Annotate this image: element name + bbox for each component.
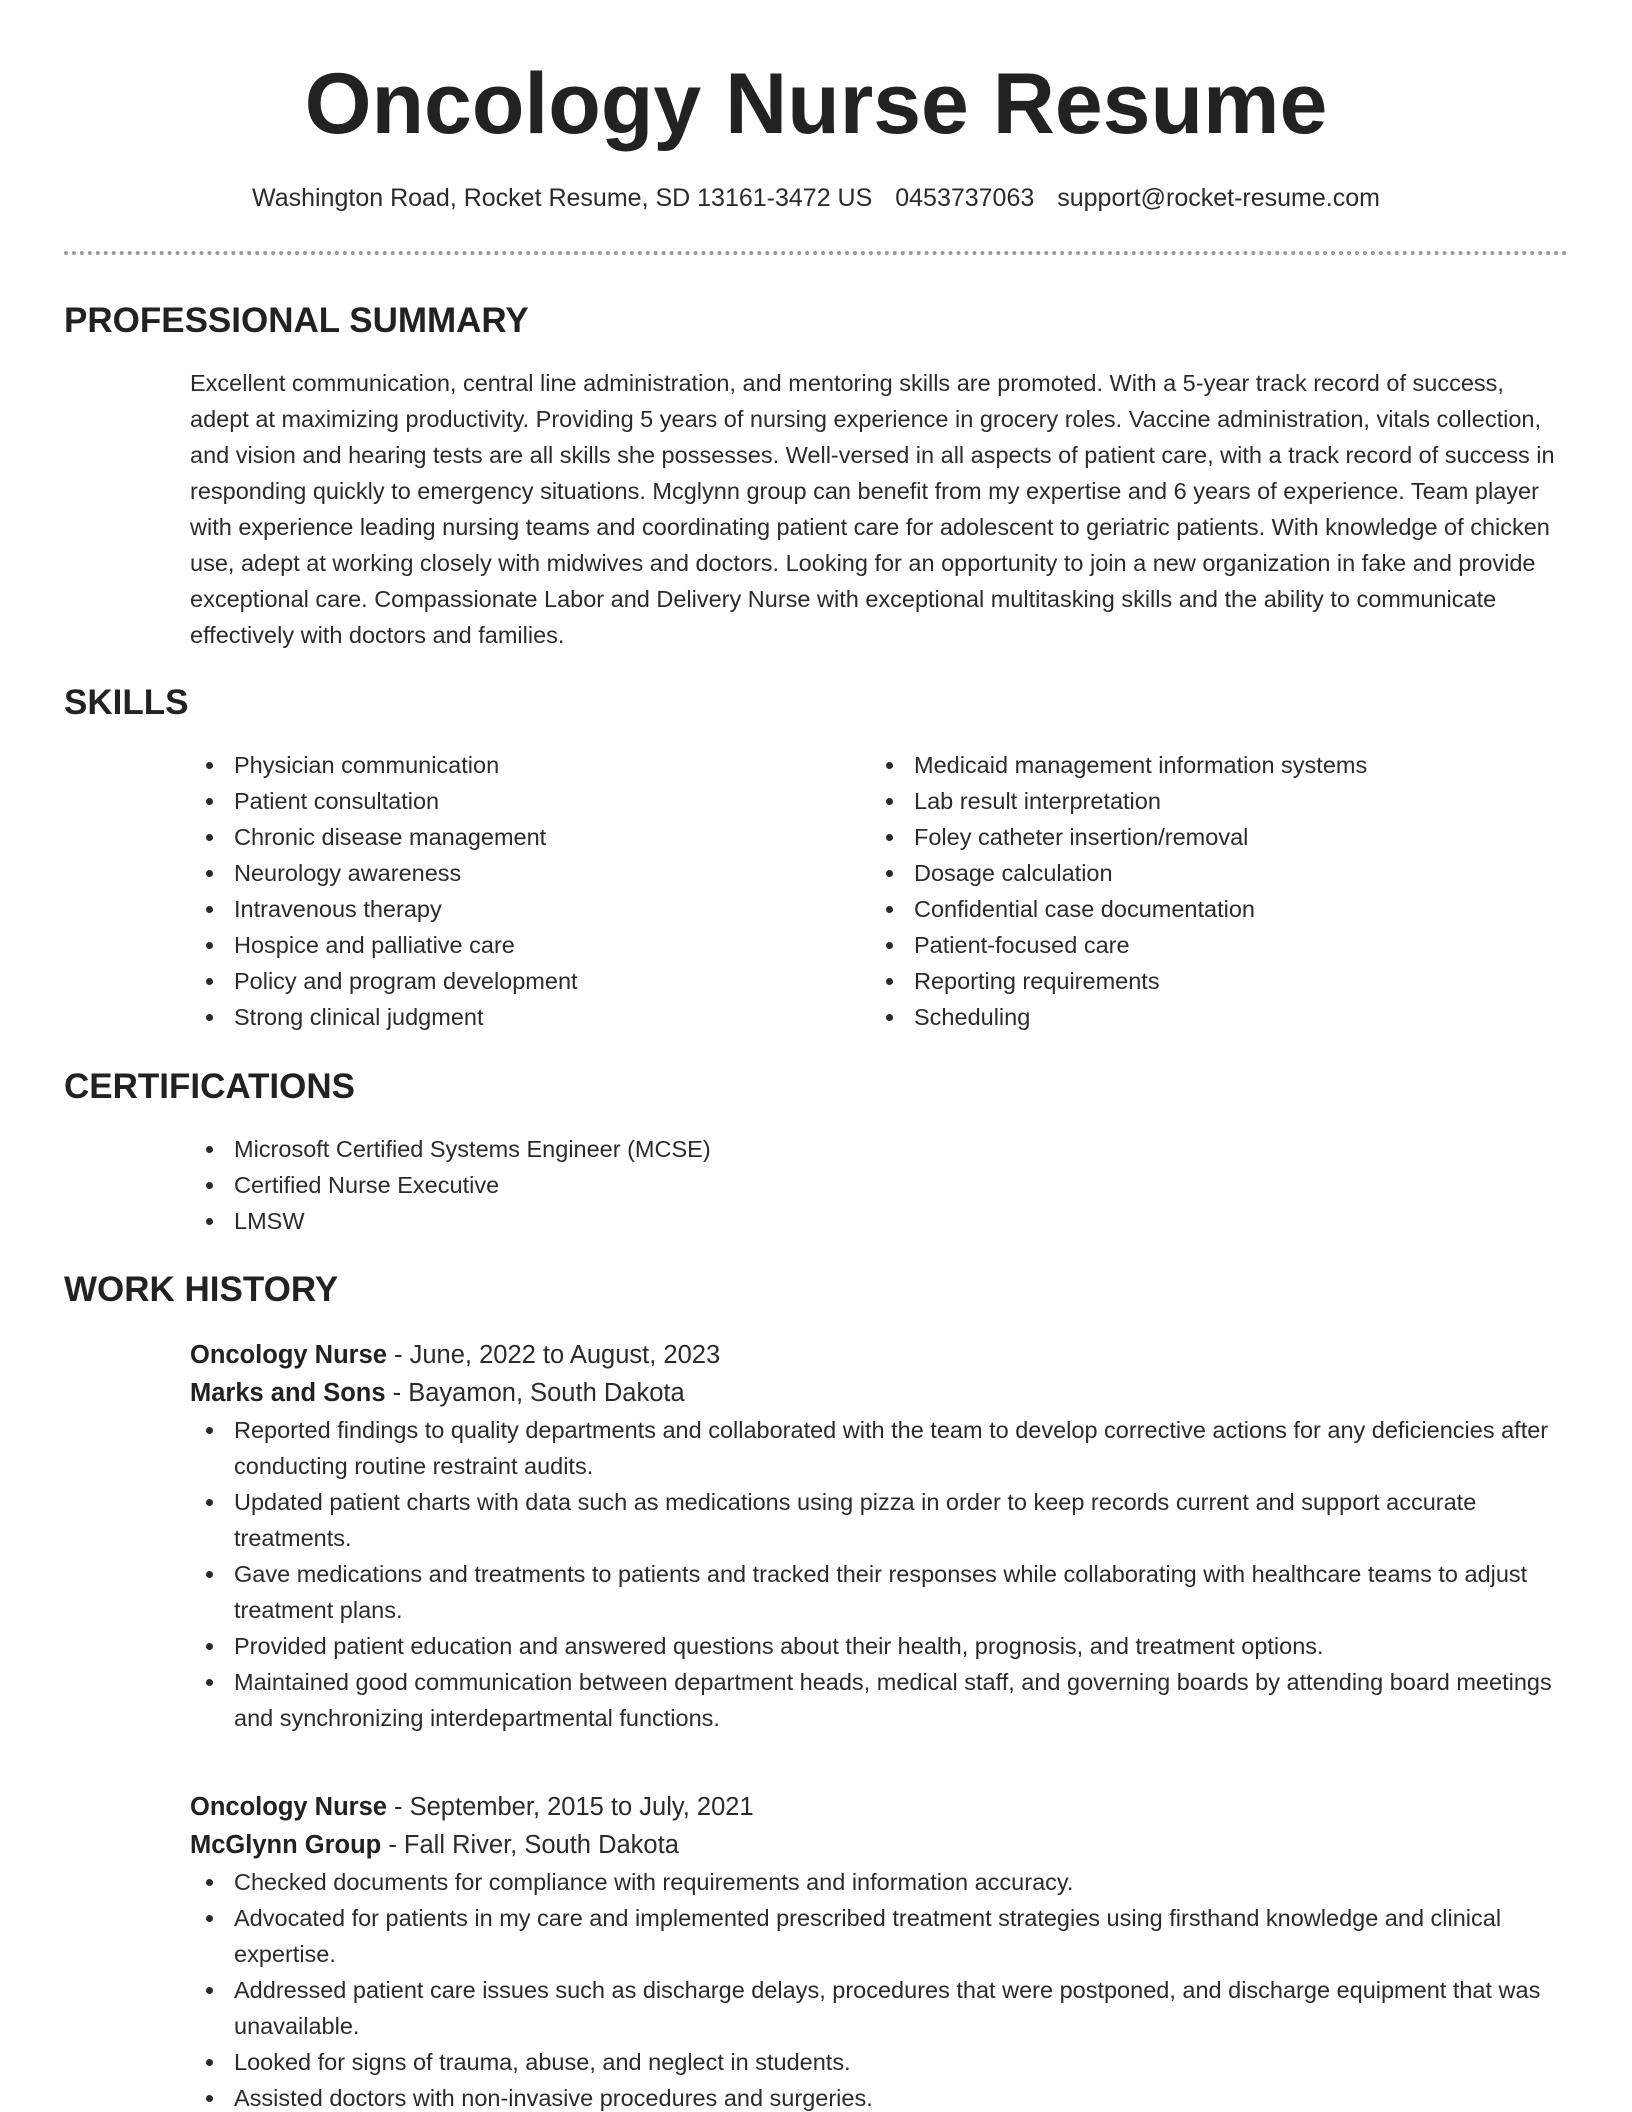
skill-item: Confidential case documentation bbox=[870, 891, 1568, 927]
summary-text: Excellent communication, central line administration, and mentoring skills are promoted. With a 5-year track record of success, adept at maximizing productivity. Providing 5 years of nursing experience in grocery roles. Vaccine administration, vitals collection, and vision and hearing tests are all skills she possesses. Well-versed in all aspects of patient care, with a track record of success in responding quickly to emergency situations. Mcglynn group can benefit from my expertise and 6 years of experience. Team player with experience leading nursing teams and coordinating patient care for adolescent to geriatric patients. With knowledge of chicken use, adept at working closely with midwives and doctors. Looking for an opportunity to join a new organization in fake and provide exceptional care. Compassionate Labor and Delivery Nurse with exceptional multitasking skills and the ability to communicate effectively with doctors and families. bbox=[190, 370, 1555, 648]
job-duties-list bbox=[190, 1412, 1568, 1736]
skill-item: Patient consultation bbox=[190, 783, 830, 819]
skill-item: Physician communication bbox=[190, 747, 830, 783]
skill-item: Patient-focused care bbox=[870, 927, 1568, 963]
skill-item: Foley catheter insertion/removal bbox=[870, 819, 1568, 855]
section-title-work-history: WORK HISTORY bbox=[64, 1270, 339, 1309]
section-title-summary: PROFESSIONAL SUMMARY bbox=[64, 301, 529, 340]
skill-item: Hospice and palliative care bbox=[190, 927, 830, 963]
section-title-certifications: CERTIFICATIONS bbox=[64, 1067, 356, 1106]
skill-item: Dosage calculation bbox=[870, 855, 1568, 891]
job-duty: Addressed patient care issues such as discharge delays, procedures that were postponed, and discharge equipment that was unavailable. bbox=[190, 1972, 1568, 2044]
job-company: McGlynn Group bbox=[190, 1831, 382, 1859]
skill-item: Reporting requirements bbox=[870, 963, 1568, 999]
contact-phone: 0453737063 bbox=[895, 184, 1035, 212]
contact-email: support@rocket-resume.com bbox=[1057, 184, 1380, 212]
job-company-line bbox=[190, 1374, 1568, 1412]
job-entry bbox=[190, 1788, 1568, 2112]
job-location: - Fall River, South Dakota bbox=[381, 1831, 679, 1859]
job-duty: Looked for signs of trauma, abuse, and neglect in students. bbox=[190, 2044, 1568, 2080]
skill-item: Intravenous therapy bbox=[190, 891, 830, 927]
job-role: Oncology Nurse bbox=[190, 1341, 387, 1369]
job-duty: Updated patient charts with data such as medications using pizza in order to keep records current and support accurate treatments. bbox=[190, 1484, 1568, 1556]
resume-title: Oncology Nurse Resume bbox=[304, 56, 1328, 152]
section-title-skills: SKILLS bbox=[64, 683, 189, 722]
skill-item: Scheduling bbox=[870, 999, 1568, 1035]
job-duty: Gave medications and treatments to patients and tracked their responses while collaborating with healthcare teams to adjust treatment plans. bbox=[190, 1556, 1568, 1628]
job-dates: - September, 2015 to July, 2021 bbox=[386, 1793, 754, 1821]
skill-item: Chronic disease management bbox=[190, 819, 830, 855]
header-divider bbox=[64, 251, 1568, 255]
certification-item: Microsoft Certified Systems Engineer (MCSE) bbox=[190, 1131, 1090, 1167]
job-duties-list bbox=[190, 1864, 1568, 2112]
certifications-list bbox=[190, 1131, 1090, 1239]
job-entry bbox=[190, 1336, 1568, 1736]
job-duty: Advocated for patients in my care and implemented prescribed treatment strategies using firsthand knowledge and clinical expertise. bbox=[190, 1900, 1568, 1972]
job-role-line bbox=[190, 1788, 1568, 1826]
job-duty: Reported findings to quality departments and collaborated with the team to develop corrective actions for any deficiencies after conducting routine restraint audits. bbox=[190, 1412, 1568, 1484]
skill-item: Policy and program development bbox=[190, 963, 830, 999]
contact-address: Washington Road, Rocket Resume, SD 13161-3472 US bbox=[252, 184, 873, 212]
job-duty: Maintained good communication between department heads, medical staff, and governing boards by attending board meetings and synchronizing interdepartmental functions. bbox=[190, 1664, 1568, 1736]
job-dates: - June, 2022 to August, 2023 bbox=[386, 1341, 721, 1369]
job-duty: Checked documents for compliance with requirements and information accuracy. bbox=[190, 1864, 1568, 1900]
skill-item: Neurology awareness bbox=[190, 855, 830, 891]
job-duty: Assisted doctors with non-invasive procedures and surgeries. bbox=[190, 2080, 1568, 2112]
job-role: Oncology Nurse bbox=[190, 1793, 387, 1821]
skill-item: Medicaid management information systems bbox=[870, 747, 1568, 783]
contact-line bbox=[0, 181, 1632, 215]
job-location: - Bayamon, South Dakota bbox=[385, 1379, 685, 1407]
job-role-line bbox=[190, 1336, 1568, 1374]
job-company: Marks and Sons bbox=[190, 1379, 386, 1407]
certification-item: LMSW bbox=[190, 1203, 1090, 1239]
skills-list-right bbox=[870, 747, 1568, 1035]
job-company-line bbox=[190, 1826, 1568, 1864]
skill-item: Strong clinical judgment bbox=[190, 999, 830, 1035]
skills-list-left bbox=[190, 747, 830, 1035]
certification-item: Certified Nurse Executive bbox=[190, 1167, 1090, 1203]
job-duty: Provided patient education and answered questions about their health, prognosis, and treatment options. bbox=[190, 1628, 1568, 1664]
skill-item: Lab result interpretation bbox=[870, 783, 1568, 819]
